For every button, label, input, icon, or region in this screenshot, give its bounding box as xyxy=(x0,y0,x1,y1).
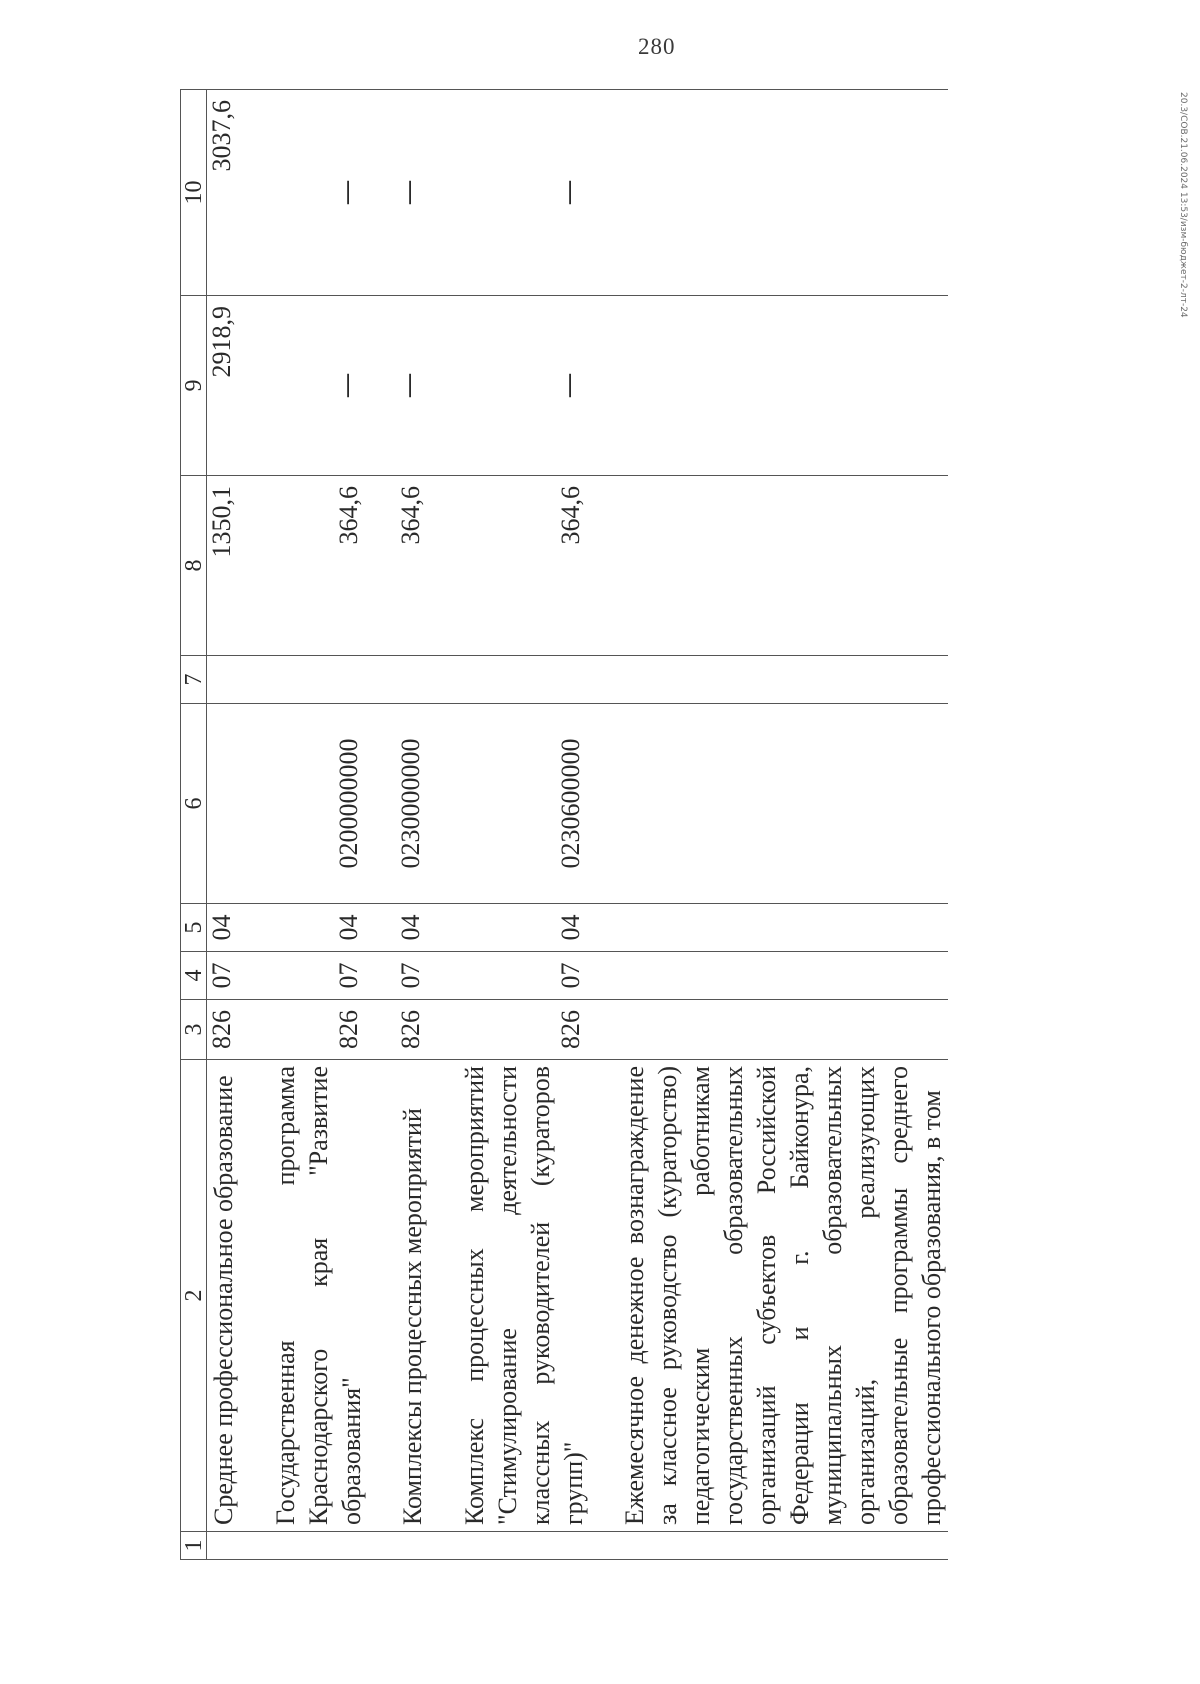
amount-cell xyxy=(616,476,948,656)
empty-amount-dash: — xyxy=(456,90,590,296)
row-number-cell xyxy=(394,1532,430,1560)
document-registration-code: 20.3/СОВ.21.06.2024 13:53/изм-бюджет-2-лт-24 xyxy=(1178,92,1188,318)
column-header: 3 xyxy=(181,1000,207,1060)
amount-cell xyxy=(616,90,948,296)
column-header: 8 xyxy=(181,476,207,656)
row-name-cell: Среднее профессиональное образование xyxy=(207,1060,242,1532)
page-number: 280 xyxy=(638,34,676,59)
column-header: 2 xyxy=(181,1060,207,1532)
row-spacer xyxy=(430,90,456,1560)
row-number-cell xyxy=(616,1532,948,1560)
empty-amount-dash: — xyxy=(394,296,430,476)
column-header: 6 xyxy=(181,704,207,904)
row-name-cell: Государственная программа Краснодарского края "Развитие образования" xyxy=(267,1060,368,1532)
empty-amount-dash: — xyxy=(456,296,590,476)
amount-cell: 1350,1 xyxy=(207,476,242,656)
target-article-cell: 0230600000 xyxy=(456,704,590,904)
column-header: 5 xyxy=(181,904,207,952)
column-header: 9 xyxy=(181,296,207,476)
target-article-cell: 0200000000 xyxy=(267,704,368,904)
table-row xyxy=(267,90,368,1560)
table-row xyxy=(394,90,430,1560)
target-article-cell xyxy=(207,704,242,904)
column-number-header xyxy=(181,90,207,1560)
amount-cell xyxy=(616,296,948,476)
subsection-code-cell xyxy=(616,904,948,952)
amount-cell: 2918,9 xyxy=(207,296,242,476)
section-code-cell: 07 xyxy=(394,952,430,1000)
rotated-table-container xyxy=(180,90,946,1560)
row-spacer xyxy=(241,90,267,1560)
table-row xyxy=(207,90,242,1560)
ministry-code-cell: 826 xyxy=(207,1000,242,1060)
row-name-cell: Комплексы процессных мероприятий xyxy=(394,1060,430,1532)
expense-type-cell xyxy=(394,656,430,704)
subsection-code-cell: 04 xyxy=(207,904,242,952)
target-article-cell: 0230000000 xyxy=(394,704,430,904)
section-code-cell xyxy=(616,952,948,1000)
empty-amount-dash: — xyxy=(394,90,430,296)
table-row xyxy=(616,90,948,1560)
column-header: 4 xyxy=(181,952,207,1000)
row-number-cell xyxy=(456,1532,590,1560)
section-code-cell: 07 xyxy=(207,952,242,1000)
subsection-code-cell: 04 xyxy=(394,904,430,952)
expense-type-cell xyxy=(616,656,948,704)
empty-amount-dash: — xyxy=(267,90,368,296)
subsection-code-cell: 04 xyxy=(267,904,368,952)
amount-cell: 364,6 xyxy=(267,476,368,656)
row-spacer xyxy=(368,90,394,1560)
row-spacer xyxy=(590,90,616,1560)
expense-type-cell xyxy=(267,656,368,704)
ministry-code-cell: 826 xyxy=(394,1000,430,1060)
amount-cell: 3037,6 xyxy=(207,90,242,296)
row-name-cell: Ежемесячное денежное вознаграждение за классное руководство (кураторство) педагогическим работникам государственных образовательных организаций субъектов Российской Федерации и г. Байконура, муниципальных образовательных организаций, реализующих образовательные программы среднего профессионального образования, в том xyxy=(616,1060,948,1532)
section-code-cell: 07 xyxy=(456,952,590,1000)
row-number-cell xyxy=(267,1532,368,1560)
column-header: 7 xyxy=(181,656,207,704)
ministry-code-cell: 826 xyxy=(267,1000,368,1060)
subsection-code-cell: 04 xyxy=(456,904,590,952)
expense-type-cell xyxy=(456,656,590,704)
amount-cell: 364,6 xyxy=(394,476,430,656)
section-code-cell: 07 xyxy=(267,952,368,1000)
empty-amount-dash: — xyxy=(267,296,368,476)
budget-table xyxy=(180,89,948,1560)
amount-cell: 364,6 xyxy=(456,476,590,656)
row-number-cell xyxy=(207,1532,242,1560)
column-header: 1 xyxy=(181,1532,207,1560)
table-row xyxy=(456,90,590,1560)
row-name-cell: Комплекс процессных мероприятий "Стимулирование деятельности классных руководителей (кураторов групп)" xyxy=(456,1060,590,1532)
ministry-code-cell xyxy=(616,1000,948,1060)
expense-type-cell xyxy=(207,656,242,704)
target-article-cell xyxy=(616,704,948,904)
ministry-code-cell: 826 xyxy=(456,1000,590,1060)
column-header: 10 xyxy=(181,90,207,296)
